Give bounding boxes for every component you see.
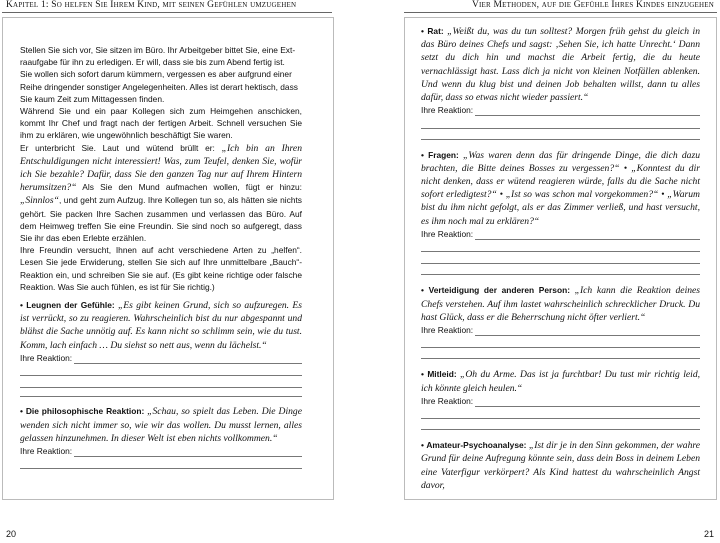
intro-line: Stellen Sie sich vor, Sie sitzen im Büro. Ihr Arbeitgeber bittet Sie, eine Ext- — [20, 45, 296, 55]
page-number-right: 21 — [703, 529, 714, 539]
bullet: • — [421, 26, 428, 36]
section-title: Rat: — [427, 26, 444, 36]
answer-line[interactable] — [475, 106, 700, 116]
answer-label: Ihre Reaktion: — [421, 105, 474, 116]
running-header-left: Kapitel 1: So helfen Sie Ihrem Kind, mit seinen Gefühlen umzugehen — [6, 0, 297, 10]
answer-line[interactable] — [421, 116, 700, 128]
intro-line: Reihe dringender sonstiger Angelegenheiten. Alles ist derart hektisch, dass — [20, 81, 298, 92]
answer-line[interactable] — [421, 252, 700, 264]
right-page-body — [421, 25, 700, 492]
answer-row — [421, 228, 700, 240]
section-title: Mitleid: — [427, 369, 457, 380]
intro-line: raaufgabe für ihn zu erledigen. Er will, dass sie bis zum Abend fertig ist. — [20, 57, 285, 68]
bullet: • — [421, 285, 429, 296]
answer-label: Ihre Reaktion: — [20, 352, 73, 363]
answer-line[interactable] — [475, 230, 700, 240]
paragraph-3-quote: „Ich bin an Ihren Entschuldigungen nicht interessiert! Was, zum Teufel, denken Sie, wofür ich Sie bezahle? Dafür, dass Sie den ganzen Tag nur auf Ihrem Hintern herumsitzen?“ — [20, 142, 302, 194]
answer-row — [20, 445, 302, 457]
bullet: • — [421, 369, 428, 380]
section-title: Leugnen der Gefühle: — [26, 300, 115, 311]
header-rule-right — [404, 12, 717, 13]
section-psychoanalyse — [421, 439, 700, 492]
section-mitleid — [421, 368, 700, 419]
answer-line[interactable] — [421, 240, 700, 252]
section-title: Verteidigung der anderen Person: — [428, 285, 570, 296]
bullet: • — [421, 149, 429, 160]
bullet: • — [421, 440, 427, 451]
answer-row — [20, 352, 302, 364]
section-quote: „Oh du Arme. Das ist ja furchtbar! Du tust mir richtig leid, ich könnte gleich heulen.“ — [421, 369, 701, 394]
answer-line[interactable] — [475, 397, 700, 407]
intro-line: Sie wollen sich sofort darum kümmern, vergessen es aber aufgrund einer — [20, 69, 292, 80]
section-quote: „Es gibt keinen Grund, sich so aufzuregen. Es ist verrückt, so zu reagieren. Wahrscheinlich bist du nur abgespannt und blähst die Sache unnötig auf. Es kann nicht so schlimm sein, wie du tust. Komm, lach einfach … Du siehst so nett aus, wenn du lächelst.“ — [20, 300, 302, 351]
answer-line[interactable] — [20, 364, 302, 376]
running-header-right: Vier Methoden, auf die Gefühle Ihres Kindes einzugehen — [471, 0, 714, 10]
section-quote: „Weißt du, was du tun solltest? Morgen früh gehst du gleich in das Büro deines Chefs und sagst: ‚Sehen Sie, ich hatte Unrecht.‘ Dann setzt du dich hin und machst die Arbeit fertig, die du heute vernachlässigt hast. Lass dich ja nicht von kleinen Notfällen ablenken. Und wenn du klug bist und deinen Job behalten willst, dann tu alles dafür, dass so etwas nicht wieder passiert.“ — [421, 26, 701, 104]
section-rat — [421, 25, 700, 129]
answer-line[interactable] — [20, 376, 302, 388]
paragraph-3-text-b: Als Sie den Mund aufmachen wollen, fügt er hinzu: — [76, 182, 302, 193]
answer-label: Ihre Reaktion: — [421, 228, 474, 239]
answer-line[interactable] — [421, 407, 700, 419]
answer-line[interactable] — [421, 336, 700, 348]
section-title: Amateur-Psychoanalyse: — [426, 440, 527, 451]
section-quote: „Was waren denn das für dringende Dinge, die dich dazu brachten, die Bitte deines Bosses zu vergessen?“ • „Konntest du dir nicht denken, dass er wütend reagieren würde, falls du die Sache nicht sofort erledigtest?“ • „Ist so was schon mal vorgekommen?“ • „Warum bist du ihm nicht gefolgt, als er das Zimmer verließ, und hast versucht, es ihm noch mal zu erklären?“ — [421, 149, 701, 227]
bullet: • — [20, 406, 26, 417]
answer-row — [421, 324, 700, 336]
answer-label: Ihre Reaktion: — [421, 395, 474, 406]
section-philosophisch — [20, 405, 302, 469]
header-rule-left — [2, 12, 332, 13]
section-leugnen — [20, 299, 302, 388]
section-quote: „Ist dir je in den Sinn gekommen, der wahre Grund für deine Aufregung könnte sein, dass dein Boss in deinem Leben eine Vaterfigur verkörpert? Als Kind hattest du wahrscheinlich Angst davor, — [421, 440, 701, 491]
intro-paragraph — [20, 44, 302, 105]
answer-line[interactable] — [74, 447, 302, 457]
section-fragen — [421, 149, 700, 265]
answer-line[interactable] — [475, 326, 700, 336]
section-title: Die philosophische Reaktion: — [25, 406, 145, 417]
page-number-left: 20 — [6, 529, 17, 539]
section-verteidigung — [421, 284, 700, 348]
answer-label: Ihre Reaktion: — [20, 446, 73, 457]
paragraph-3-text-c: , und geht zum Aufzug. Ihre Kollegen tun so, als hätten sie nichts gehört. Sie packen Ihre Sachen zusammen und verlassen das Büro. Auf dem Heimweg treffen Sie eine Freundin. Sie sind noch so aufgeregt, dass Sie ihr das eben Erlebte erzählen. — [20, 195, 302, 244]
answer-row — [421, 395, 700, 407]
section-quote: „Ich kann die Reaktion deines Chefs verstehen. Auf ihm lastet wahrscheinlich schrecklicher Druck. Du hast Glück, dass er die Beherrschung nicht öfter verliert.“ — [421, 285, 701, 323]
section-title: Fragen: — [428, 149, 459, 160]
paragraph-3 — [20, 142, 302, 245]
section-quote: „Schau, so spielt das Leben. Die Dinge wenden sich nicht immer so, wie wir das wollen. Du musst lernen, alles gelassen hinzunehmen. In dieser Welt ist eben nichts vollkommen.“ — [20, 406, 302, 444]
answer-line[interactable] — [74, 354, 302, 364]
answer-row — [421, 104, 700, 116]
paragraph-3-text: Er unterbricht Sie. Laut und wütend brüllt er: — [20, 142, 222, 153]
bullet: • — [20, 300, 27, 311]
paragraph-2: Während Sie und ein paar Kollegen sich zum Heimgehen anschicken, kommt Ihr Chef und fragt nach der fertigen Arbeit. Schnell versuchen Sie ihm zu erklären, wie ungewöhnlich beschäftigt Sie waren. — [20, 106, 302, 141]
left-page-body — [20, 44, 302, 469]
answer-line[interactable] — [20, 457, 302, 469]
intro-line: Sie kaum Zeit zum Mittagessen finden. — [20, 93, 165, 104]
answer-label: Ihre Reaktion: — [421, 324, 474, 335]
paragraph-4: Ihre Freundin versucht, Ihnen auf acht verschiedene Arten zu „helfen“. Lesen Sie jede Erwiderung, stellen Sie sich auf Ihre unmittelbare „Bauch“-Reaktion ein, und schreiben Sie sie auf. (Es gibt keine richtige oder falsche Reaktion. Was Sie auch fühlen, es ist für Sie richtig.) — [20, 245, 302, 292]
paragraph-3-quote-2: „Sinnlos“ — [20, 195, 59, 207]
